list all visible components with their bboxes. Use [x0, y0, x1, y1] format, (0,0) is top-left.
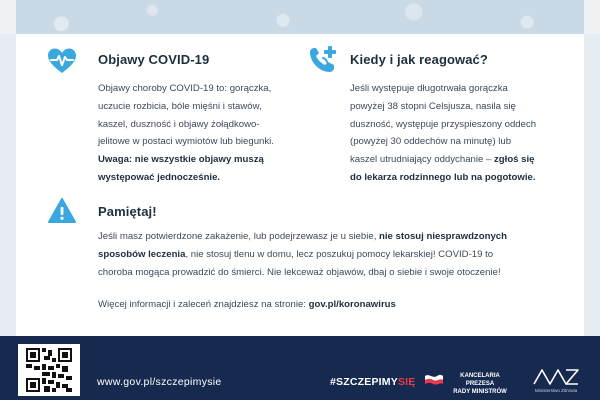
warning-text: nie wszystkie objawy muszą — [134, 154, 264, 166]
remember-line — [98, 228, 568, 246]
warning-text: występować jednocześnie. — [98, 171, 221, 183]
symptoms-body — [98, 80, 298, 187]
footer-url-link[interactable]: www.gov.pl/szczepimysie — [97, 376, 222, 388]
hashtag-main: #SZCZEPIMY — [330, 376, 398, 388]
heart-pulse-icon — [47, 46, 77, 76]
top-decor-strip — [0, 0, 600, 34]
react-text: kaszel utrudniający oddychanie – — [350, 154, 494, 166]
symptoms-line: jelitowe w postaci wymiotów lub biegunki. — [98, 136, 274, 148]
more-info-line — [98, 296, 568, 314]
symptoms-line: Objawy choroby COVID-19 to: gorączka, — [98, 83, 272, 94]
when-react-title: Kiedy i jak reagować? — [350, 52, 488, 67]
more-info-link[interactable]: gov.pl/koronawirus — [308, 299, 396, 310]
react-line: Jeśli występuje długotrwała gorączka — [350, 83, 508, 94]
flag-logo-icon — [424, 372, 444, 388]
react-line: duszność, występuje przyspieszony oddech — [350, 118, 537, 130]
remember-body — [98, 228, 568, 281]
qr-code-box — [18, 344, 80, 396]
remember-emphasis: nie stosuj niesprawdzonych — [379, 231, 507, 242]
mz-logo-icon — [532, 366, 580, 386]
remember-line — [98, 246, 568, 264]
kprm-line: RADY MINISTRÓW — [453, 389, 507, 395]
react-emphasis: zgłoś się — [494, 154, 535, 166]
remember-text: Jeśli masz potwierdzone zakażenie, lub podejrzewasz je u siebie, — [98, 231, 380, 242]
kprm-line: KANCELARIA PREZESA — [460, 373, 500, 387]
mz-logo-text: Ministerstwo Zdrowia — [534, 388, 578, 393]
remember-text: , nie stosuj tlenu w domu, lecz poszukuj pomocy lekarskiej! COVID-19 to — [185, 248, 494, 260]
symptoms-line: kaszel, duszność i objawy żołądkowo- — [98, 118, 260, 130]
warning-icon — [47, 196, 77, 226]
campaign-hashtag — [330, 376, 415, 388]
symptoms-title: Objawy COVID-19 — [98, 52, 210, 67]
symptoms-line: uczucie rozbicia, bóle mięśni i stawów, — [98, 100, 262, 112]
react-line: (powyżej 30 oddechów na minutę) lub — [350, 136, 512, 148]
remember-title: Pamiętaj! — [98, 204, 157, 219]
react-line — [350, 151, 560, 169]
qr-code-icon[interactable] — [26, 348, 72, 392]
remember-line: choroba mogąca prowadzić do śmierci. Nie lekceważ objawów, dbaj o siebie i swoje otoczenie! — [98, 266, 501, 278]
warning-label: Uwaga: — [98, 154, 133, 166]
warning-line — [98, 151, 298, 169]
when-react-body — [350, 80, 560, 187]
react-line: powyżej 38 stopni Celsjusza, nasila się — [350, 100, 516, 112]
remember-emphasis: sposobów leczenia — [98, 248, 186, 260]
kprm-logo-text — [448, 372, 512, 396]
hashtag-accent: SIĘ — [397, 376, 416, 388]
phone-plus-icon — [307, 44, 339, 76]
react-emphasis: do lekarza rodzinnego lub na pogotowie. — [350, 171, 536, 183]
more-info-text: Więcej informacji i zaleceń znajdziesz na stronie: — [98, 299, 309, 310]
